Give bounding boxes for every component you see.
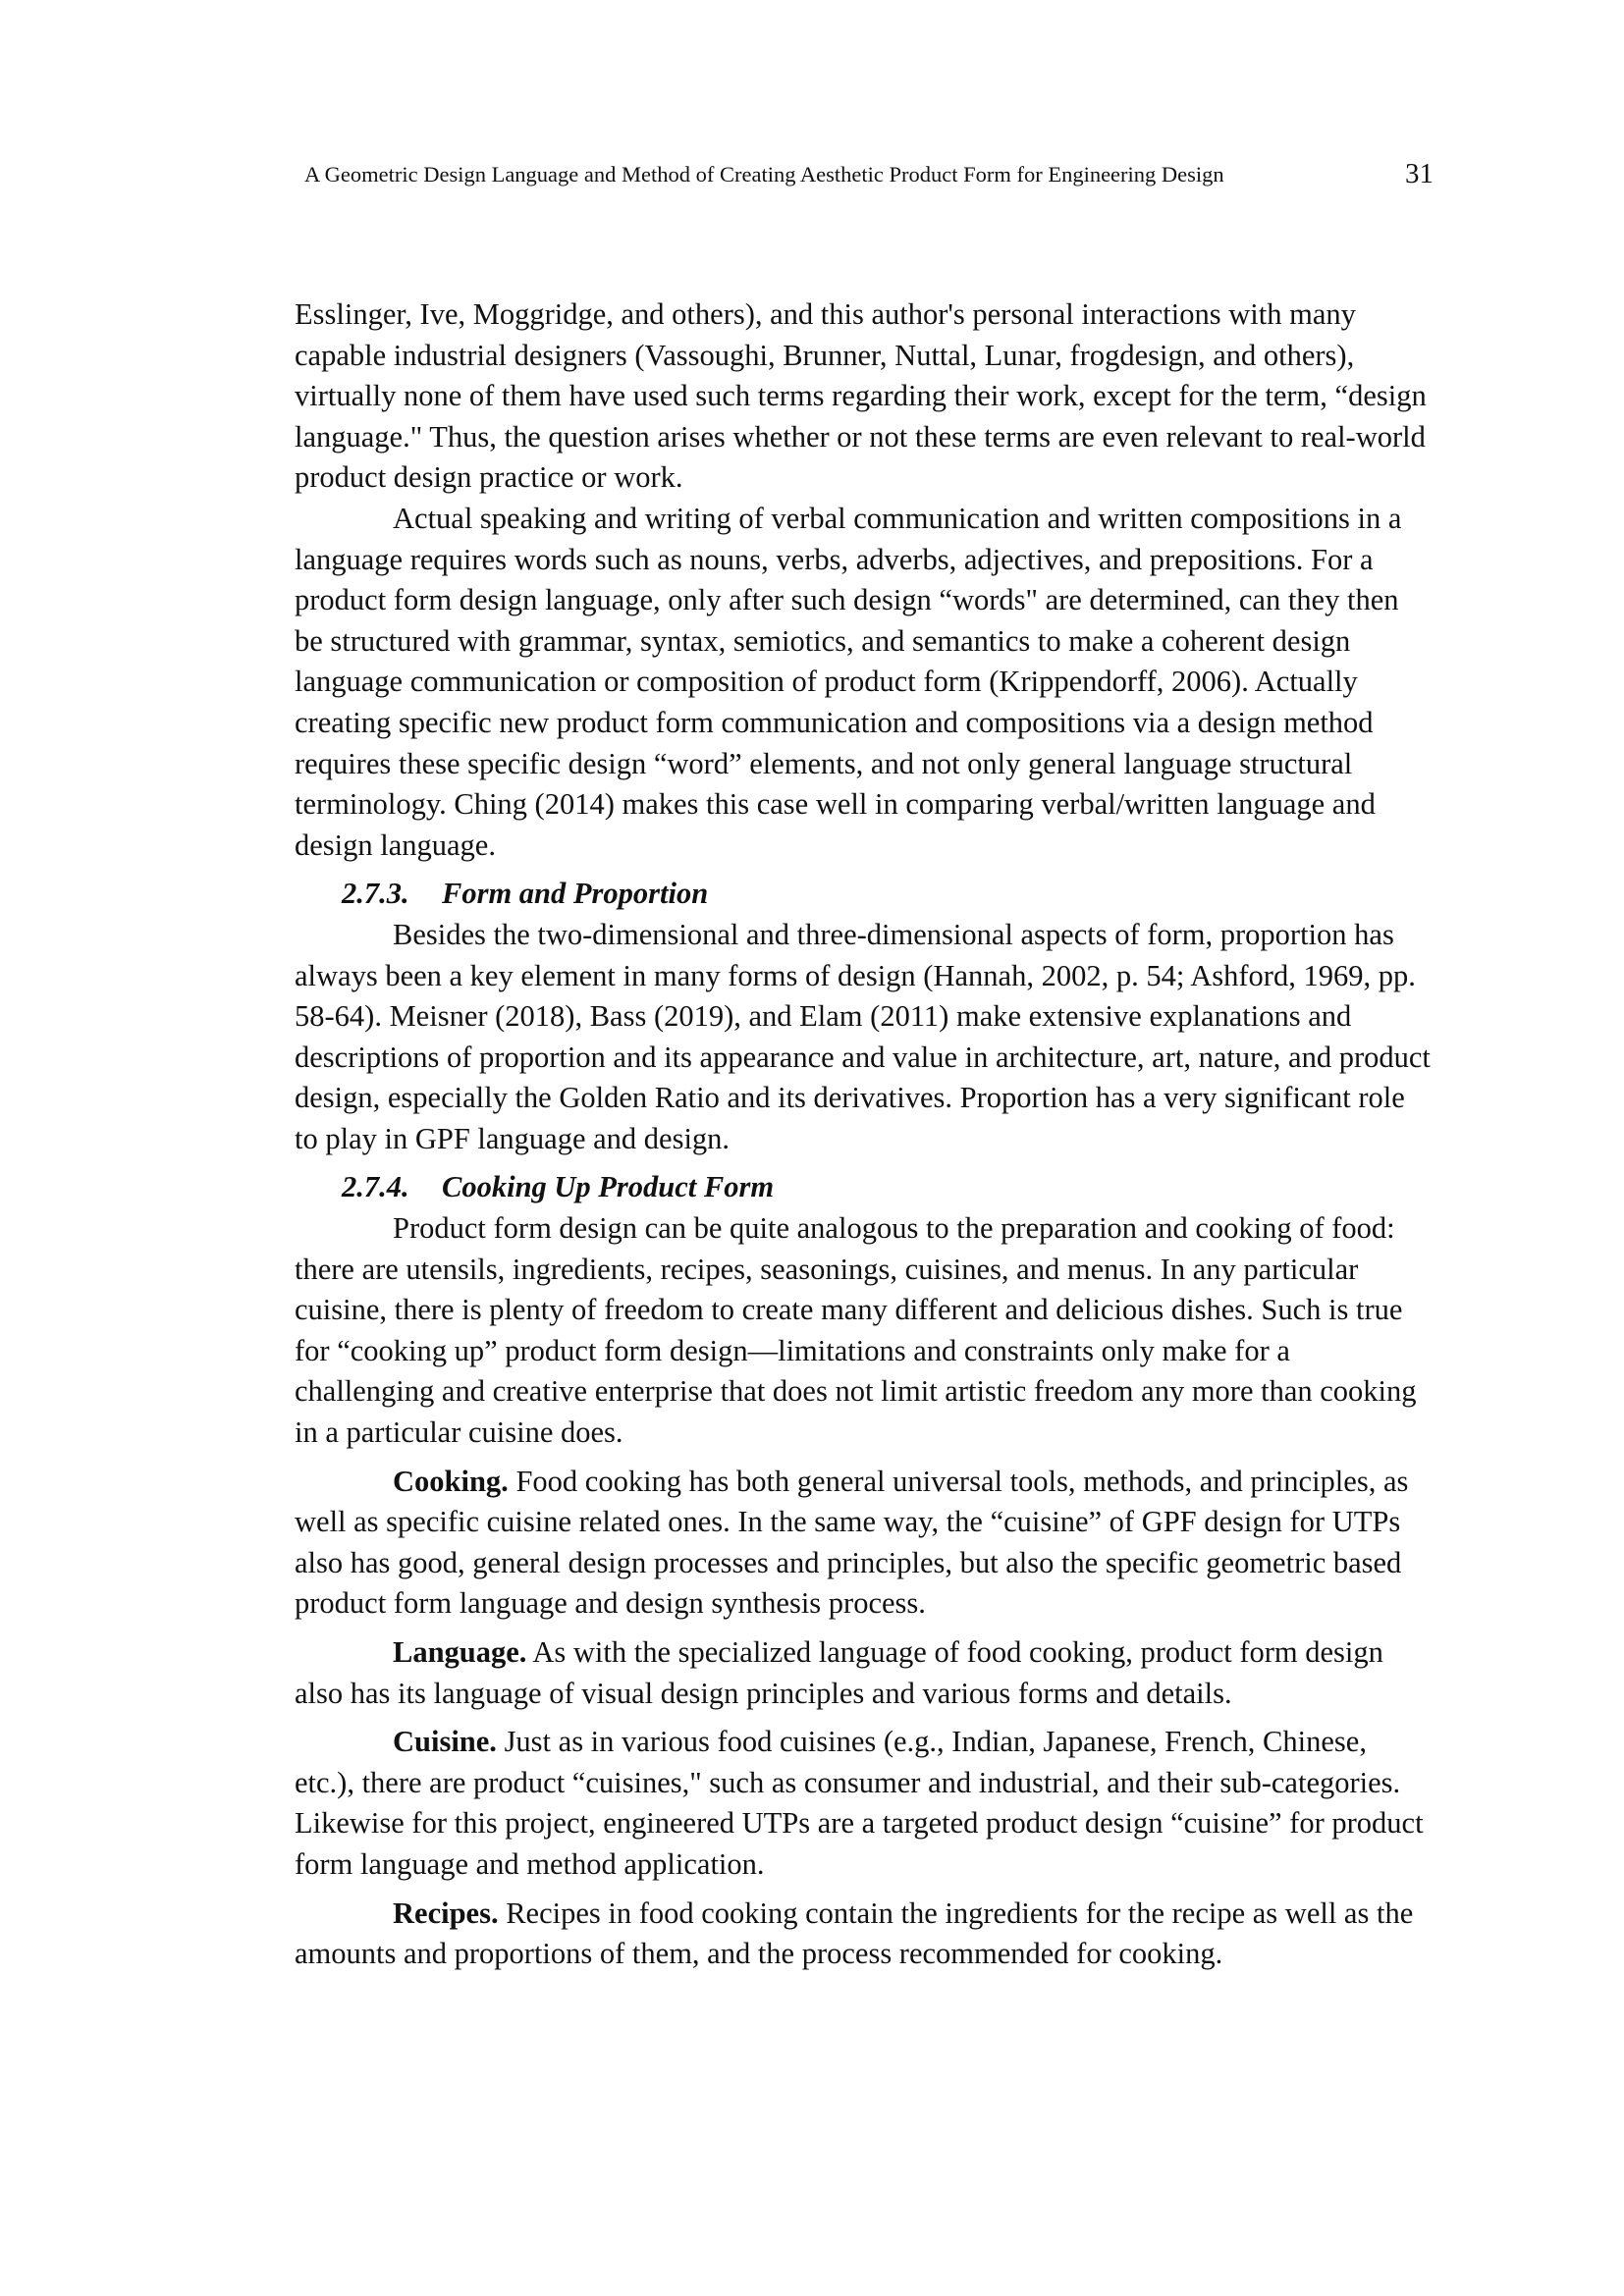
section-number: 2.7.3. bbox=[342, 877, 409, 911]
run-in-heading-cooking: Cooking. bbox=[393, 1464, 509, 1498]
body-text bbox=[295, 294, 1434, 1975]
page-number: 31 bbox=[1405, 158, 1434, 189]
paragraph-cooking bbox=[295, 1462, 1434, 1625]
run-in-heading-recipes: Recipes. bbox=[393, 1896, 499, 1930]
running-title: A Geometric Design Language and Method of Creating Aesthetic Product Form for Engineering Design bbox=[304, 162, 1224, 187]
paragraph-cuisine bbox=[295, 1722, 1434, 1885]
running-header bbox=[304, 157, 1434, 190]
run-in-heading-cuisine: Cuisine. bbox=[393, 1725, 497, 1759]
section-number: 2.7.4. bbox=[342, 1170, 409, 1204]
paragraph-design-words: Actual speaking and writing of verbal communication and written compositions in a language requires words such as nouns, verbs, adverbs, adjectives, and prepositions. For a product form design language, only after such design “words" are determined, can they then be structured with grammar, syntax, semiotics, and semantics to make a coherent design language communication or composition of product form (Krippendorff, 2006). Actually creating specific new product form communication and compositions via a design method requires these specific design “word” elements, and not only general language structural terminology. Ching (2014) makes this case well in comparing verbal/written language and design language. bbox=[295, 501, 1402, 862]
paragraph-text: Recipes in food cooking contain the ingredients for the recipe as well as the amounts and proportions of them, and the process recommended for cooking. bbox=[295, 1896, 1414, 1971]
paragraph-cooking-analogy: Product form design can be quite analogous to the preparation and cooking of food: there are utensils, ingredients, recipes, seasonings, cuisines, and menus. In any particular cuisine, there is plenty of freedom to create many different and delicious dishes. Such is true for “cooking up” product form design—limitations and constraints only make for a challenging and creative enterprise that does not limit artistic freedom any more than cooking in a particular cuisine does. bbox=[295, 1211, 1417, 1450]
run-in-heading-language: Language. bbox=[393, 1635, 527, 1669]
paragraph-language bbox=[295, 1632, 1434, 1714]
paragraph-proportion: Besides the two-dimensional and three-dimensional aspects of form, proportion has always been a key element in many forms of design (Hannah, 2002, p. 54; Ashford, 1969, pp. 58-64). Meisner (2018), Bass (2019), and Elam (2011) make extensive explanations and descriptions of proportion and its appearance and value in architecture, art, nature, and product design, especially the Golden Ratio and its derivatives. Proportion has a very significant role to play in GPF language and design. bbox=[295, 917, 1431, 1155]
section-title: Cooking Up Product Form bbox=[442, 1170, 775, 1204]
paragraph-recipes bbox=[295, 1894, 1434, 1975]
paragraph-text: Just as in various food cuisines (e.g., Indian, Japanese, French, Chinese, etc.), there are product “cuisines," such as consumer and industrial, and their sub-categories. Likewise for this project, engineered UTPs are a targeted product design “cuisine” for product form language and method application. bbox=[295, 1725, 1424, 1881]
paragraph-continued: Esslinger, Ive, Moggridge, and others), and this author's personal interactions with many capable industrial designers (Vassoughi, Brunner, Nuttal, Lunar, frogdesign, and others), virtually none of them have used such terms regarding their work, except for the term, “design language." Thus, the question arises whether or not these terms are even relevant to real-world product design practice or work. bbox=[295, 297, 1427, 495]
section-heading-2-7-3 bbox=[295, 874, 1434, 915]
paragraph-text: Food cooking has both general universal tools, methods, and principles, as well as specific cuisine related ones. In the same way, the “cuisine” of GPF design for UTPs also has good, general design processes and principles, but also the specific geometric based product form language and design synthesis process. bbox=[295, 1464, 1409, 1621]
paragraph-text: As with the specialized language of food cooking, product form design also has its language of visual design principles and various forms and details. bbox=[295, 1635, 1383, 1710]
section-title: Form and Proportion bbox=[442, 877, 709, 911]
section-heading-2-7-4 bbox=[295, 1167, 1434, 1208]
